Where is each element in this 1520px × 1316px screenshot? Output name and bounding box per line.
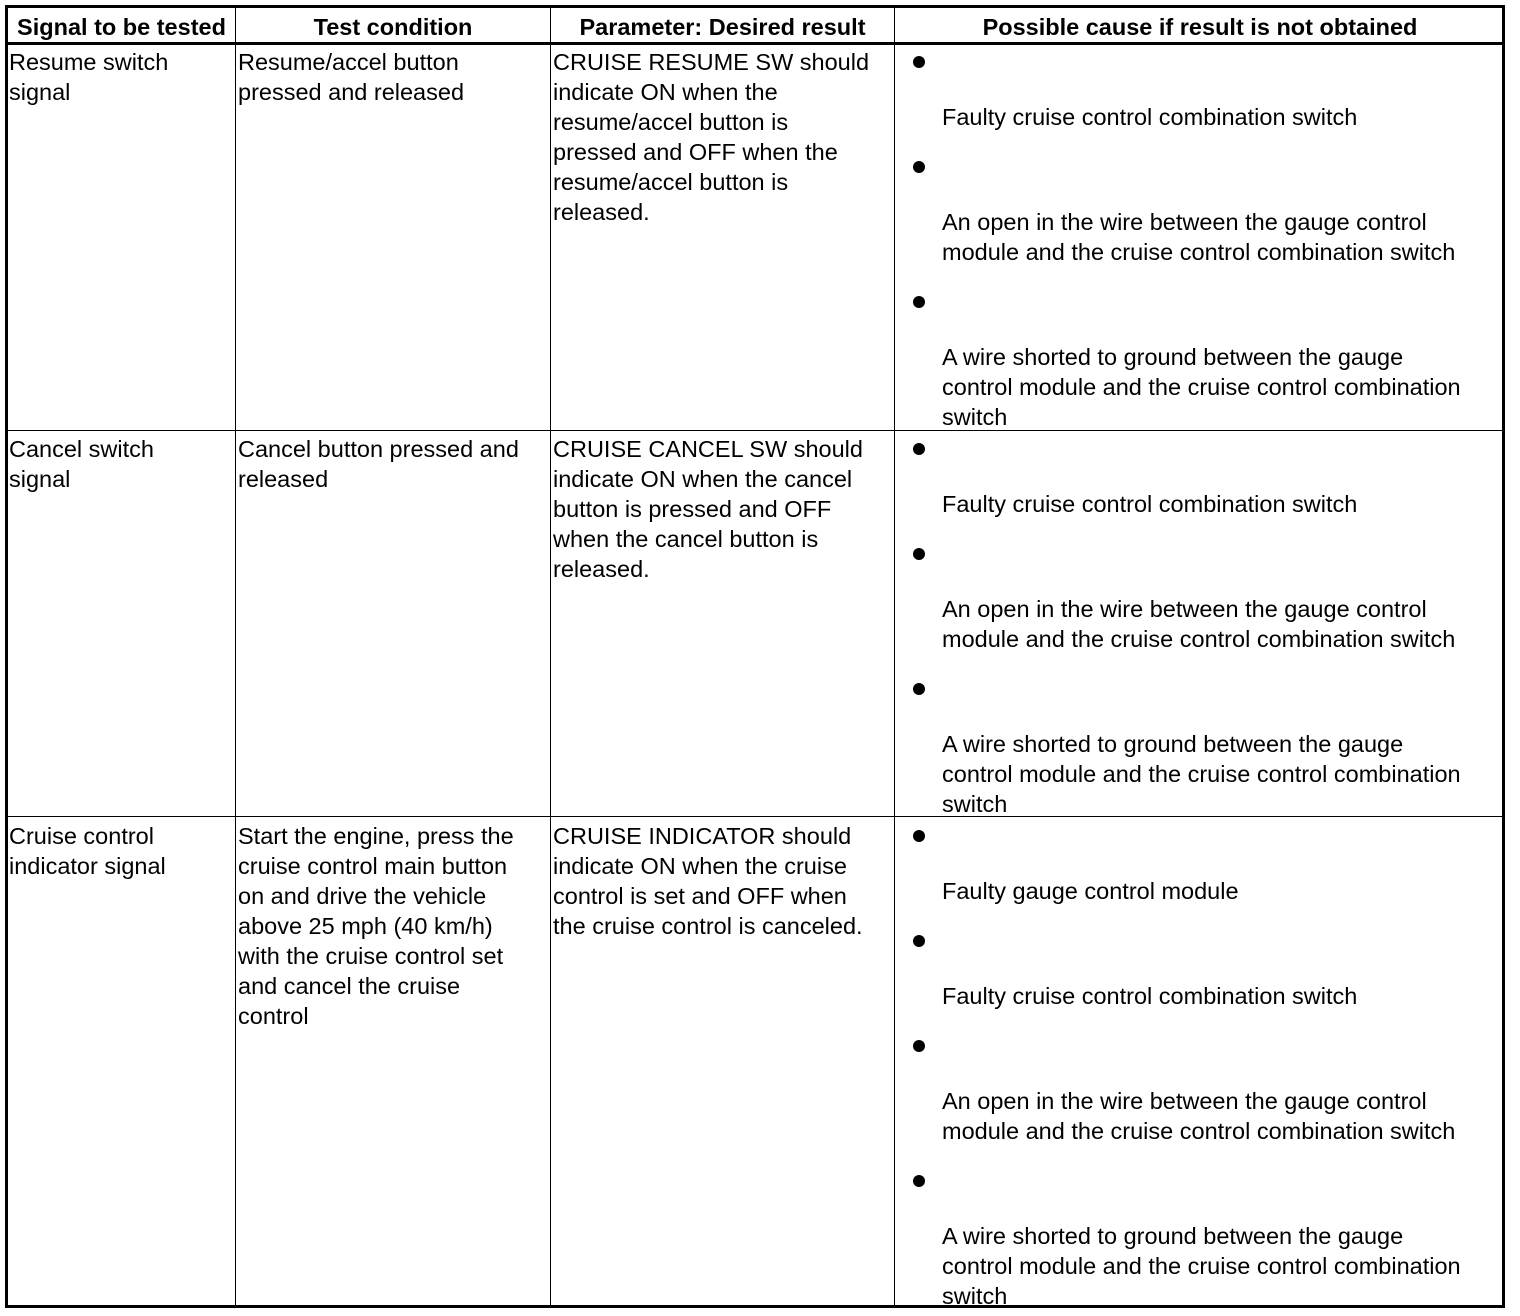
row1-cause-3: A wire shorted to ground between the gauge control module and the cruise control combination switch <box>942 344 1461 430</box>
header-condition: Test condition <box>313 14 473 40</box>
row3-cause-1: Faulty gauge control module <box>942 878 1239 904</box>
bullet-icon <box>913 683 925 695</box>
bullet-icon <box>913 548 925 560</box>
row2-result: CRUISE CANCEL SW should indicate ON when the cancel button is pressed and OFF when the cancel button is released. <box>553 436 863 582</box>
bullet-icon <box>913 161 925 173</box>
column-divider <box>550 8 551 1305</box>
column-divider <box>235 8 236 1305</box>
row3-signal: Cruise control indicator signal <box>9 823 166 879</box>
bullet-icon <box>913 443 925 455</box>
row1-result: CRUISE RESUME SW should indicate ON when the resume/accel button is pressed and OFF when the resume/accel button is released. <box>553 49 870 225</box>
row2-condition: Cancel button pressed and released <box>238 436 519 492</box>
header-cause: Possible cause if result is not obtained <box>982 14 1418 40</box>
bullet-icon <box>913 830 925 842</box>
row3-condition: Start the engine, press the cruise control main button on and drive the vehicle above 25 mph (40 km/h) with the cruise control set and cancel the cruise control <box>238 823 514 1029</box>
bullet-icon <box>913 296 925 308</box>
row1-condition: Resume/accel button pressed and released <box>238 49 465 105</box>
row2-cause-2: An open in the wire between the gauge control module and the cruise control combination switch <box>942 596 1456 652</box>
row2-cause-1: Faulty cruise control combination switch <box>942 491 1358 517</box>
row3-cause-4: A wire shorted to ground between the gauge control module and the cruise control combination switch <box>942 1223 1461 1309</box>
bullet-icon <box>913 1040 925 1052</box>
bullet-icon <box>913 935 925 947</box>
row1-cause-1: Faulty cruise control combination switch <box>942 104 1358 130</box>
header-result: Parameter: Desired result <box>579 14 866 40</box>
row3-cause-3: An open in the wire between the gauge control module and the cruise control combination switch <box>942 1088 1456 1144</box>
row1-cause-2: An open in the wire between the gauge control module and the cruise control combination switch <box>942 209 1456 265</box>
row3-result: CRUISE INDICATOR should indicate ON when the cruise control is set and OFF when the cruise control is canceled. <box>553 823 863 939</box>
bullet-icon <box>913 56 925 68</box>
row3-cause-2: Faulty cruise control combination switch <box>942 983 1358 1009</box>
row1-signal: Resume switch signal <box>9 49 169 105</box>
row2-cause-3: A wire shorted to ground between the gauge control module and the cruise control combination switch <box>942 731 1461 817</box>
header-signal: Signal to be tested <box>17 14 226 40</box>
bullet-icon <box>913 1175 925 1187</box>
row2-signal: Cancel switch signal <box>9 436 154 492</box>
column-divider <box>894 8 895 1305</box>
